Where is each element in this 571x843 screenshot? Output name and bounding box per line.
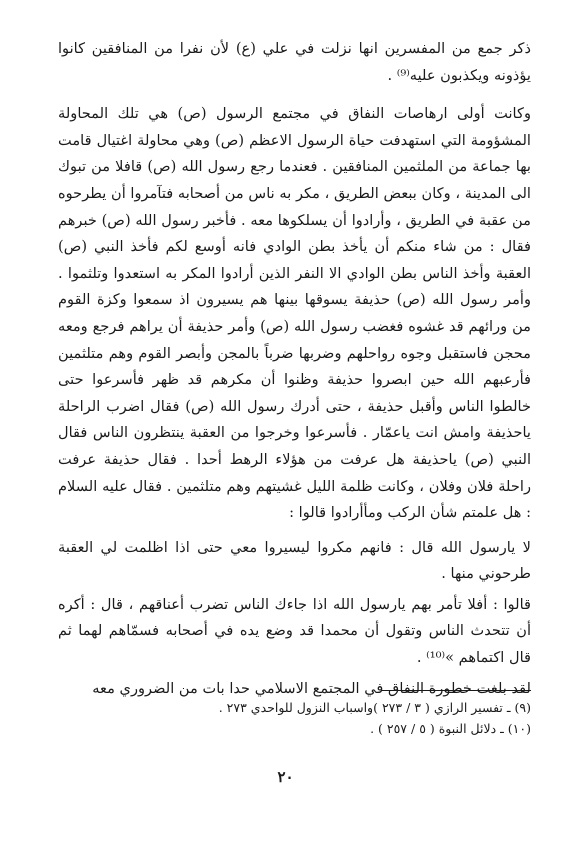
main-text bbox=[58, 36, 531, 708]
page-number: ٢٠ bbox=[277, 768, 294, 786]
paragraph: قالوا : أفلا تأمر بهم يارسول الله اذا جاءك الناس تضرب أعناقهم ، قال : أكره أن تتحدث الناس وتقول أن محمدا قد وضع يده في أصحابه فسمّاهم لهما ثم قال اكتماهم »⁽¹⁰⁾ . bbox=[58, 595, 531, 667]
paragraph: وكانت أولى ارهاصات النفاق في مجتمع الرسول (ص) هي تلك المحاولة المشؤومة التي استهدفت حياة الرسول الاعظم (ص) وهي محاولة اغتيال قامت بها جماعة من الملثمين المنافقين . فعندما رجع رسول الله (ص) قافلا من تبوك الى المدينة ، وكان ببعض الطريق ، مكر به ناس من أصحابه فتآمروا أن يطرحوه من عقبة في الطريق ، وأرادوا أن يسلكوها معه . فأخبر رسول الله (ص) خبرهم فقال : من شاء منكم أن يأخذ بطن الوادي فانه أوسع لكم فأخذ النبي (ص) العقبة وأخذ الناس بطن الوادي الا النفر الذين أرادوا المكر به استعدوا وتلثموا . وأمر رسول الله (ص) حذيفة يسوقها بينها هم يسيرون اذ سمعوا وكزة القوم من ورائهم قد غشوه فغضب رسول الله (ص) وأمر حذيفة أن يراهم فرجع ومعه محجن فاستقبل وجوه رواحلهم وضربها ضرباً بالمجن وأبصر القوم وهم متلثمين فأرعبهم الله حين ابصروا حذيفة وظنوا أن مكرهم قد ظهر فأسرعوا حتى خالطوا الناس وأقبل حذيفة ، حتى أدرك رسول الله (ص) فقال اضرب الراحلة ياحذيفة وامش انت ياعمّار . فأسرعوا وخرجوا من العقبة ينتظرون الناس فقال النبي (ص) ياحذيفة هل عرفت من هؤلاء الرهط أحدا . فقال حذيفة عرفت راحلة فلان وفلان ، وكانت ظلمة الليل غشيتهم وهم متلثمين . فقال عليه السلام : هل علمتم شأن الركب ومأأرادوا قالوا : bbox=[58, 105, 531, 522]
footnote: (٩) ـ تفسير الرازي ( ٣ / ٢٧٣ )واسباب النزول للواحدي ٢٧٣ . bbox=[218, 700, 531, 715]
paragraph: ذكر جمع من المفسرين انها نزلت في علي (ع) لأن نفرا من المنافقين كانوا يؤذونه ويكذبون عليه⁽⁹⁾ . bbox=[58, 40, 531, 84]
footnote-divider bbox=[381, 690, 531, 691]
paragraph: لا يارسول الله قال : فانهم مكروا ليسيروا معي حتى اذا اظلمت لي العقبة طرحوني منها . bbox=[58, 538, 531, 583]
footnotes bbox=[58, 697, 531, 739]
footnote: (١٠) ـ دلائل النبوة ( ٥ / ٢٥٧ ) . bbox=[370, 721, 531, 736]
paragraph: لقد بلغت خطورة النفاق في المجتمع الاسلامي حدا بات من الضروري معه bbox=[92, 679, 531, 697]
